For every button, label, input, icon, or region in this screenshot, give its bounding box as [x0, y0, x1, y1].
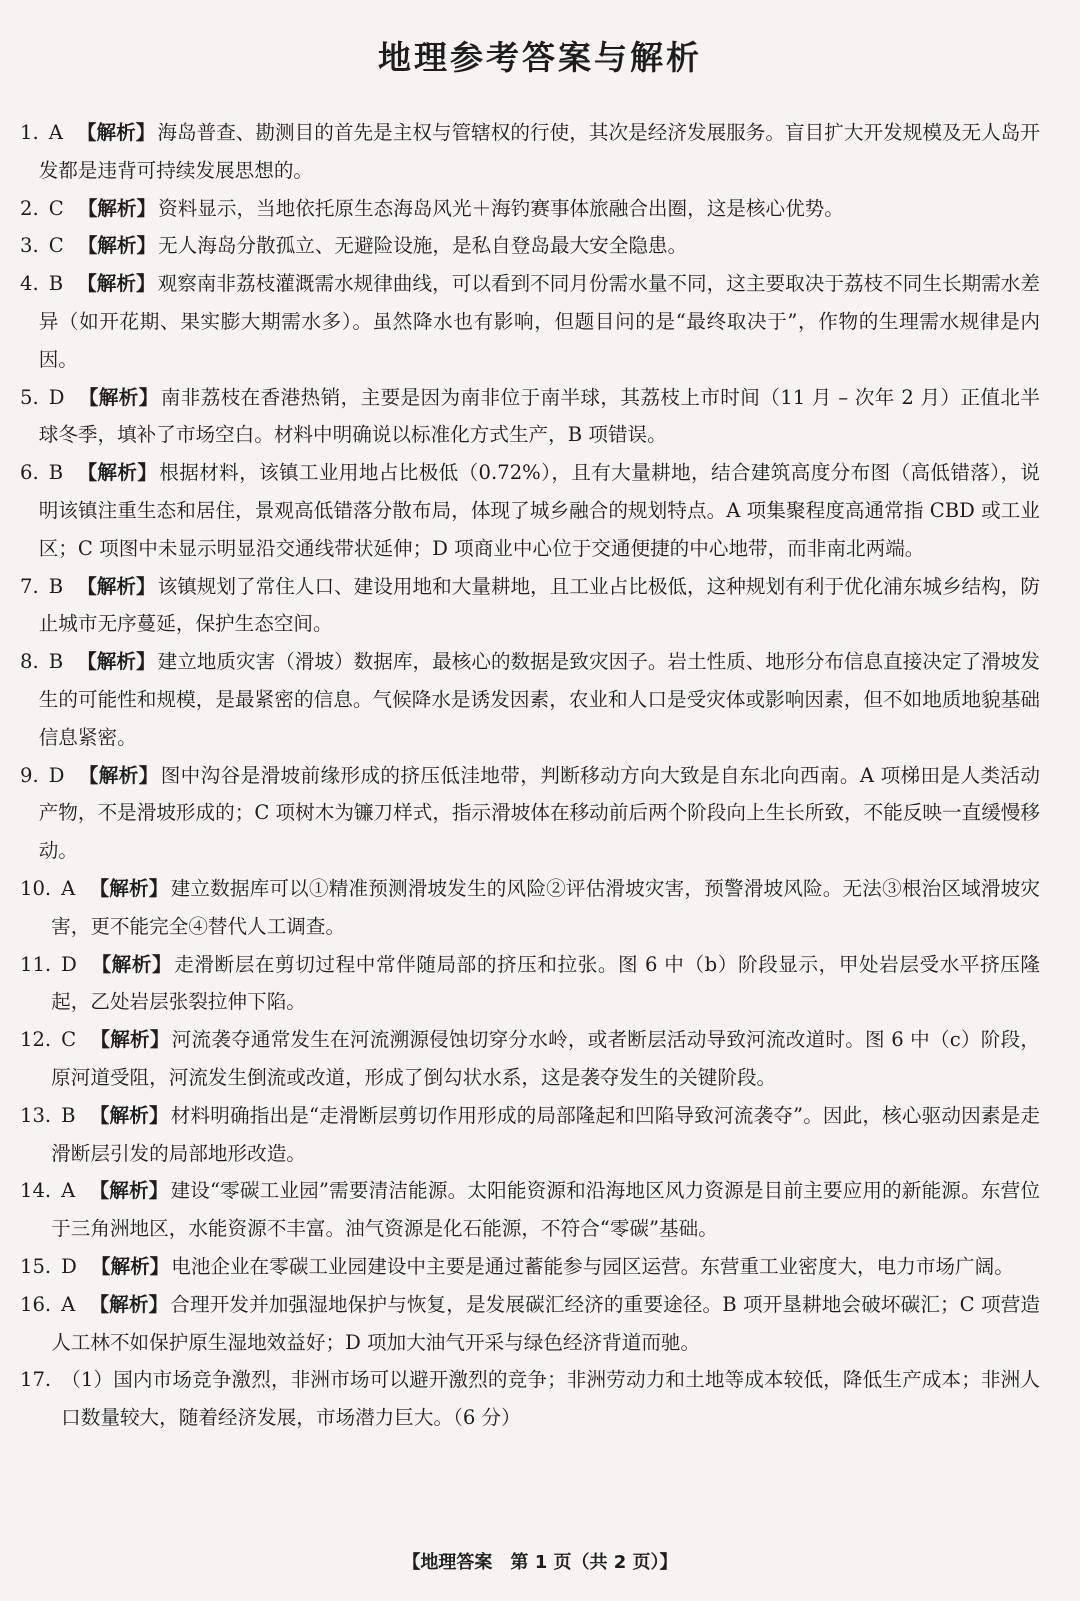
answer-item-17: [20, 1361, 1040, 1437]
answer-content: [39, 379, 1040, 455]
answer-content: [39, 114, 1040, 190]
question-number: 10.: [20, 876, 52, 900]
answer-content: [51, 1286, 1040, 1362]
answer-choice: B: [48, 272, 64, 296]
answer-content: [39, 454, 1040, 567]
analysis-label: 【解析】: [89, 1179, 169, 1203]
answer-content: [39, 568, 1040, 644]
question-number: 3.: [20, 234, 39, 258]
analysis-text: 根据材料，该镇工业用地占比极低（0.72%），且有大量耕地，结合建筑高度分布图（高低错落），说明该镇注重生态和居住，景观高低错落分散布局，体现了城乡融合的规划特点。A 项集聚程度高通常指 CBD 或工业区；C 项图中未显示明显沿交通线带状延伸；D 项商业中心位于交通便捷的中心地带，而非南北两端。: [38, 461, 1040, 560]
answer-item: [20, 1021, 1040, 1097]
answer-content: [39, 757, 1040, 870]
analysis-text: 河流袭夺通常发生在河流溯源侵蚀切穿分水岭，或者断层活动导致河流改道时。图 6 中（c）阶段，原河道受阻，河流发生倒流或改道，形成了倒勾状水系，这是袭夺发生的关键阶段。: [51, 1028, 1040, 1089]
answer-item: [20, 114, 1040, 190]
answer-content: [51, 870, 1040, 946]
answer-content: （1）国内市场竞争激烈，非洲市场可以避开激烈的竞争；非洲劳动力和土地等成本较低，降低生产成本；非洲人口数量较大，随着经济发展，市场潜力巨大。（6 分）: [61, 1368, 1040, 1430]
answer-choice: D: [48, 385, 65, 409]
answer-item: [20, 1172, 1040, 1248]
answer-content: [39, 643, 1040, 756]
answer-content: [51, 1021, 1040, 1097]
analysis-text: 建立数据库可以①精准预测滑坡发生的风险②评估滑坡灾害，预警滑坡风险。无法③根治区域滑坡灾害，更不能完全④替代人工调查。: [51, 876, 1041, 938]
analysis-label: 【解析】: [77, 574, 156, 598]
answer-content: [51, 1097, 1040, 1173]
question-number: 16.: [20, 1292, 52, 1316]
answer-item: [20, 870, 1040, 946]
question-number: 7.: [20, 574, 39, 598]
answer-content: [51, 1248, 1040, 1286]
analysis-label: 【解析】: [77, 234, 157, 258]
question-number: 13.: [20, 1103, 52, 1127]
answer-item: [20, 227, 1040, 265]
question-number: 6.: [20, 461, 39, 485]
answer-choice: C: [48, 234, 64, 258]
analysis-label: 【解析】: [78, 385, 159, 409]
question-number: 2.: [20, 196, 39, 220]
analysis-label: 【解析】: [89, 1292, 169, 1316]
question-number: 12.: [20, 1028, 52, 1052]
answer-item: [20, 946, 1040, 1022]
analysis-text: 资料显示，当地依托原生态海岛风光＋海钓赛事体旅融合出圈，这是核心优势。: [158, 196, 844, 220]
answer-choice: C: [48, 196, 64, 220]
analysis-text: 电池企业在零碳工业园建设中主要是通过蓄能参与园区运营。东营重工业密度大，电力市场广阔。: [171, 1254, 1014, 1278]
answer-content: [51, 946, 1040, 1022]
question-number: 17.: [20, 1368, 52, 1392]
analysis-label: 【解析】: [89, 1103, 169, 1127]
answer-choice: A: [61, 876, 76, 900]
answer-item: [20, 643, 1040, 756]
answer-item: [20, 379, 1040, 455]
analysis-label: 【解析】: [90, 952, 173, 976]
answer-item: [20, 454, 1040, 567]
answer-item: [20, 568, 1040, 644]
answer-list: [20, 114, 1040, 1437]
analysis-text: 海岛普查、勘测目的首先是主权与管辖权的行使，其次是经济发展服务。盲目扩大开发规模及无人岛开发都是违背可持续发展思想的。: [38, 121, 1041, 182]
question-number: 14.: [20, 1179, 52, 1203]
answer-choice: B: [48, 574, 64, 598]
answer-choice: B: [61, 1103, 76, 1127]
page-footer: 【地理答案 第 1 页（共 2 页）】: [402, 1552, 678, 1573]
question-number: 5.: [20, 385, 39, 409]
answer-choice: B: [48, 650, 64, 674]
answer-choice: A: [61, 1292, 76, 1316]
analysis-text: 观察南非荔枝灌溉需水规律曲线，可以看到不同月份需水量不同，这主要取决于荔枝不同生长期需水差异（如开花期、果实膨大期需水多）。虽然降水也有影响，但题目问的是“最终取决于”，作物的生理需水规律是内因。: [38, 272, 1041, 371]
analysis-label: 【解析】: [78, 763, 159, 787]
analysis-text: 建设“零碳工业园”需要清洁能源。太阳能资源和沿海地区风力资源是目前主要应用的新能源。东营位于三角洲地区，水能资源不丰富。油气资源是化石能源，不符合“零碳”基础。: [51, 1179, 1040, 1241]
question-number: 4.: [20, 272, 39, 296]
answer-item: [20, 1097, 1040, 1173]
analysis-text: 材料明确指出是“走滑断层剪切作用形成的局部隆起和凹陷导致河流袭夺”。因此，核心驱动因素是走滑断层引发的局部地形改造。: [51, 1103, 1040, 1165]
answer-item: [20, 265, 1040, 378]
answer-item: [20, 1286, 1040, 1362]
question-number: 8.: [20, 650, 39, 674]
analysis-label: 【解析】: [77, 196, 157, 220]
analysis-label: 【解析】: [77, 461, 158, 485]
analysis-label: 【解析】: [90, 1254, 170, 1278]
answer-choice: B: [48, 461, 64, 485]
analysis-label: 【解析】: [90, 1028, 170, 1052]
answer-item: [20, 757, 1040, 870]
answer-content: [39, 190, 1040, 228]
question-number: 1.: [20, 121, 39, 144]
analysis-text: 图中沟谷是滑坡前缘形成的挤压低洼地带，判断移动方向大致是自东北向西南。A 项梯田是人类活动产物，不是滑坡形成的；C 项树木为镰刀样式，指示滑坡体在移动前后两个阶段向上生长所致，不能反映一直缓慢移动。: [38, 763, 1040, 863]
analysis-text: 南非荔枝在香港热销，主要是因为南非位于南半球，其荔枝上市时间（11 月 – 次年 2 月）正值北半球冬季，填补了市场空白。材料中明确说以标准化方式生产，B 项错误。: [38, 385, 1040, 447]
answer-item: [20, 1248, 1040, 1286]
analysis-label: 【解析】: [89, 876, 169, 900]
analysis-text: 无人海岛分散孤立、无避险设施，是私自登岛最大安全隐患。: [158, 234, 688, 258]
analysis-text: 走滑断层在剪切过程中常伴随局部的挤压和拉张。图 6 中（b）阶段显示，甲处岩层受水平挤压隆起，乙处岩层张裂拉伸下陷。: [51, 952, 1041, 1014]
analysis-text: 合理开发并加强湿地保护与恢复，是发展碳汇经济的重要途径。B 项开垦耕地会破坏碳汇；C 项营造人工林不如保护原生湿地效益好；D 项加大油气开采与绿色经济背道而驰。: [51, 1292, 1040, 1354]
question-number: 9.: [20, 763, 39, 787]
analysis-text: 建立地质灾害（滑坡）数据库，最核心的数据是致灾因子。岩土性质、地形分布信息直接决定了滑坡发生的可能性和规模，是最紧密的信息。气候降水是诱发因素，农业和人口是受灾体或影响因素，但不如地质地貌基础信息紧密。: [38, 650, 1041, 749]
answer-choice: D: [48, 763, 65, 787]
answer-choice: D: [61, 952, 77, 976]
answer-content: [51, 1172, 1040, 1248]
answer-choice: C: [61, 1028, 77, 1052]
answer-item: [20, 190, 1040, 228]
analysis-label: 【解析】: [77, 650, 156, 674]
answer-content: [39, 227, 1040, 265]
answer-content: [39, 265, 1040, 378]
question-number: 15.: [20, 1254, 52, 1278]
analysis-label: 【解析】: [76, 121, 156, 144]
question-number: 11.: [20, 952, 52, 976]
page-title: 地理参考答案与解析: [378, 38, 702, 77]
analysis-label: 【解析】: [77, 272, 156, 296]
answer-choice: A: [48, 121, 63, 144]
answer-choice: A: [61, 1179, 76, 1203]
answer-choice: D: [61, 1254, 77, 1278]
analysis-text: 该镇规划了常住人口、建设用地和大量耕地，且工业占比极低，这种规划有利于优化浦东城乡结构，防止城市无序蔓延，保护生态空间。: [38, 574, 1041, 636]
